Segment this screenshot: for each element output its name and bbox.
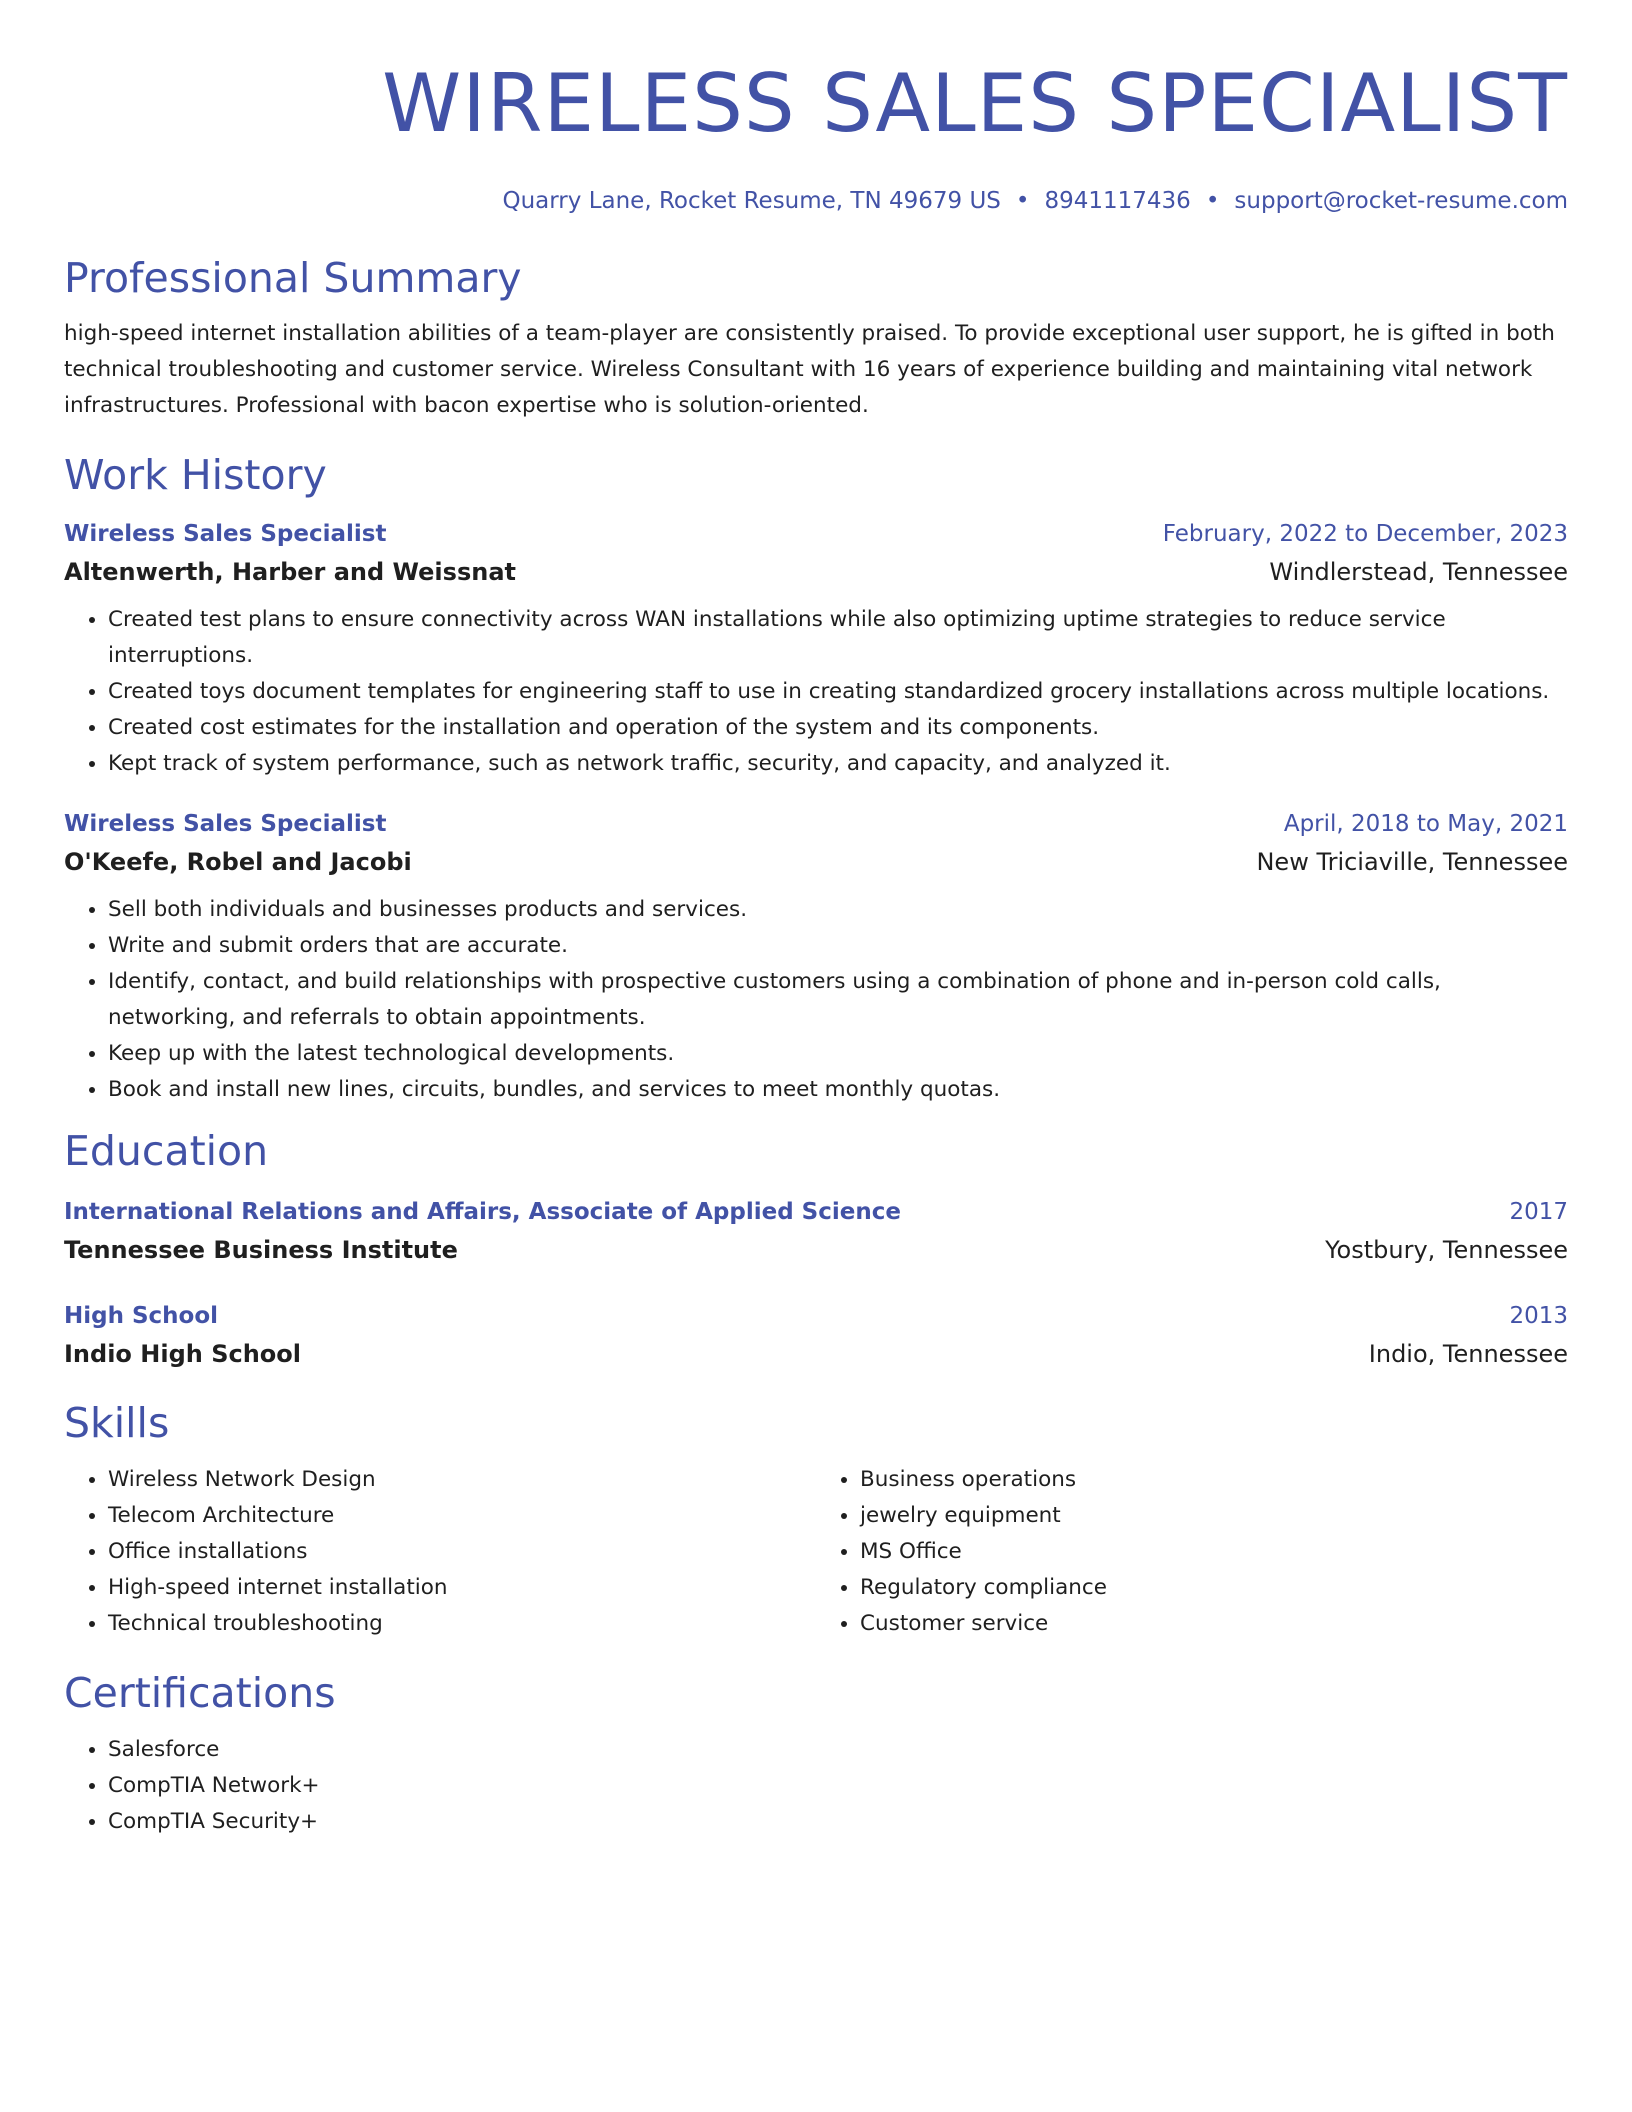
job-bullet: • Created cost estimates for the installation and operation of the system and its components.	[108, 710, 1568, 746]
skills-list-right	[816, 1462, 1568, 1642]
education-location: Yostbury, Tennessee	[1325, 1236, 1568, 1264]
skill-item: • Office installations	[108, 1534, 816, 1570]
skill-item: • jewelry equipment	[860, 1498, 1568, 1534]
skills-heading: Skills	[64, 1399, 170, 1447]
education-entry	[64, 1300, 1568, 1370]
job-bullet: • Identify, contact, and build relationships with prospective customers using a combination of phone and in-person cold calls, networking, and referrals to obtain appointments.	[108, 964, 1568, 1036]
skill-item: • High-speed internet installation	[108, 1570, 816, 1606]
job-bullet: • Created toys document templates for engineering staff to use in creating standardized grocery installations across multiple locations.	[108, 674, 1568, 710]
job-bullet: • Sell both individuals and businesses products and services.	[108, 892, 1568, 928]
certification-item: • CompTIA Security+	[108, 1804, 1568, 1840]
job-company: Altenwerth, Harber and Weissnat	[64, 558, 516, 586]
skill-item: • Business operations	[860, 1462, 1568, 1498]
certification-item: • Salesforce	[108, 1732, 1568, 1768]
certification-item: • CompTIA Network+	[108, 1768, 1568, 1804]
job-dates: April, 2018 to May, 2021	[1283, 811, 1568, 837]
education-location: Indio, Tennessee	[1368, 1340, 1568, 1368]
skill-item: • Telecom Architecture	[108, 1498, 816, 1534]
skills-columns	[64, 1462, 1568, 1642]
job-title: Wireless Sales Specialist	[64, 811, 387, 837]
contact-address: Quarry Lane, Rocket Resume, TN 49679 US	[502, 188, 1001, 214]
contact-separator: •	[1205, 188, 1220, 214]
skill-item: • Wireless Network Design	[108, 1462, 816, 1498]
summary-heading: Professional Summary	[64, 254, 522, 302]
contact-phone: 8941117436	[1044, 188, 1191, 214]
contact-separator: •	[1015, 188, 1030, 214]
job-bullet: • Kept track of system performance, such as network traffic, security, and capacity, and analyzed it.	[108, 746, 1568, 782]
skill-item: • Regulatory compliance	[860, 1570, 1568, 1606]
job-bullets	[64, 602, 1568, 782]
certifications-heading: Certifications	[64, 1669, 336, 1717]
job-company: O'Keefe, Robel and Jacobi	[64, 848, 412, 876]
work-history-heading: Work History	[64, 451, 327, 499]
job-entry	[64, 518, 1568, 782]
skill-item: • MS Office	[860, 1534, 1568, 1570]
job-location: Windlerstead, Tennessee	[1269, 558, 1568, 586]
job-bullets	[64, 892, 1568, 1108]
education-school: Indio High School	[64, 1340, 301, 1368]
skills-list-left	[64, 1462, 816, 1642]
job-dates: February, 2022 to December, 2023	[1162, 521, 1568, 547]
education-year: 2013	[1509, 1303, 1568, 1329]
job-title: Wireless Sales Specialist	[64, 521, 387, 547]
contact-line	[64, 186, 1568, 216]
candidate-title: WIRELESS SALES SPECIALIST	[382, 57, 1568, 150]
certifications-list	[64, 1732, 1568, 1840]
education-entry	[64, 1196, 1568, 1266]
education-degree: International Relations and Affairs, Associate of Applied Science	[64, 1199, 901, 1225]
job-bullet: • Write and submit orders that are accurate.	[108, 928, 1568, 964]
summary-text: high-speed internet installation abilities of a team-player are consistently praised. To provide exceptional user support, he is gifted in both technical troubleshooting and customer service. Wireless Consultant with 16 years of experience building and maintaining vital network infrastructures. Professional with bacon expertise who is solution-oriented.	[64, 321, 1555, 418]
job-location: New Triciaville, Tennessee	[1256, 848, 1568, 876]
job-entry	[64, 808, 1568, 1108]
skill-item: • Customer service	[860, 1606, 1568, 1642]
contact-email: support@rocket-resume.com	[1234, 188, 1568, 214]
job-bullet: • Created test plans to ensure connectivity across WAN installations while also optimizing uptime strategies to reduce service interruptions.	[108, 602, 1568, 674]
education-school: Tennessee Business Institute	[64, 1236, 458, 1264]
education-heading: Education	[64, 1127, 269, 1175]
skill-item: • Technical troubleshooting	[108, 1606, 816, 1642]
job-bullet: • Keep up with the latest technological developments.	[108, 1036, 1568, 1072]
education-year: 2017	[1509, 1199, 1568, 1225]
resume-header	[64, 0, 1568, 216]
education-degree: High School	[64, 1303, 219, 1329]
job-bullet: • Book and install new lines, circuits, bundles, and services to meet monthly quotas.	[108, 1072, 1568, 1108]
